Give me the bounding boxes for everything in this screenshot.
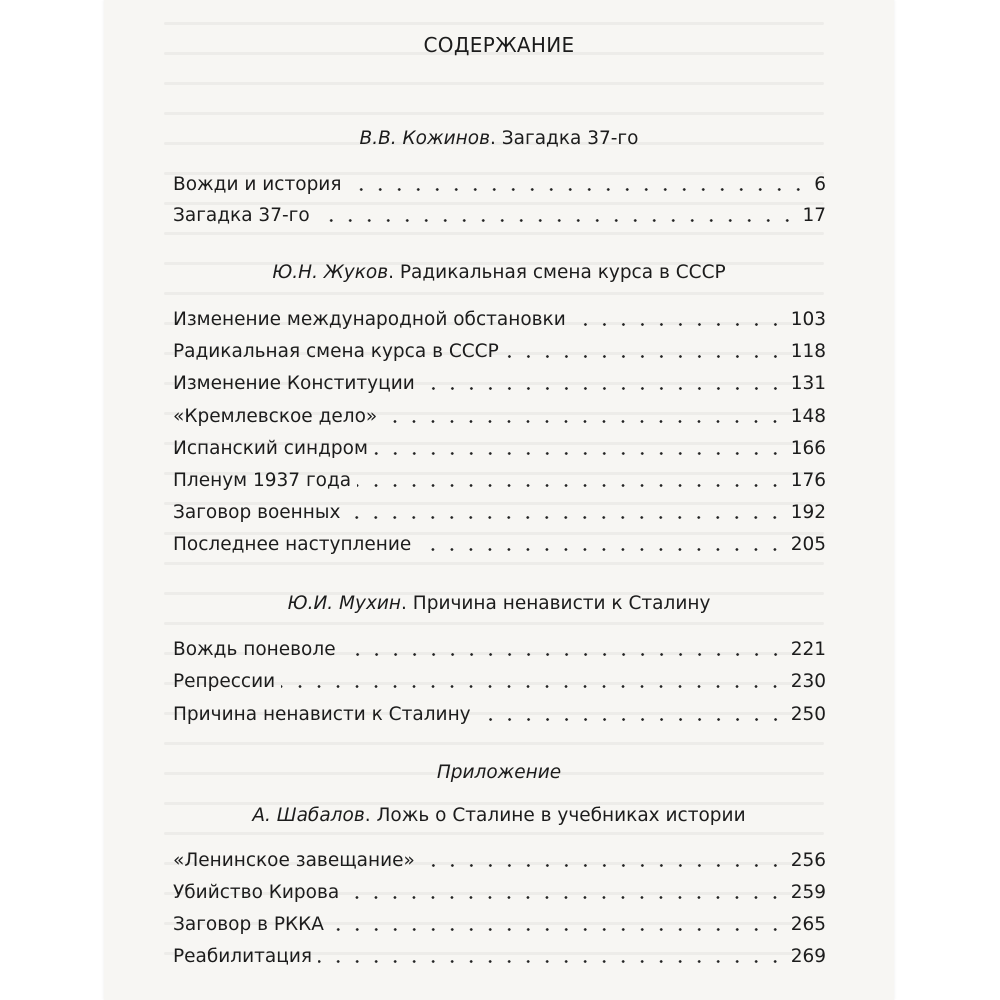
entry-title: Испанский синдром	[173, 438, 368, 459]
entry-page: 192	[790, 502, 826, 523]
toc-entry	[173, 637, 826, 663]
toc-heading: СОДЕРЖАНИЕ	[423, 33, 575, 57]
entry-page: 118	[790, 341, 826, 362]
toc-entry	[173, 944, 826, 970]
section-author: В.В. Кожинов	[359, 128, 491, 149]
section-header-zhukov	[104, 262, 894, 283]
dot-leader	[345, 896, 784, 899]
entry-page: 256	[790, 850, 826, 871]
toc-entry	[173, 500, 826, 526]
toc-entry	[173, 172, 826, 198]
entry-page: 230	[790, 671, 826, 692]
dot-leader	[342, 653, 785, 656]
section-title: . Причина ненависти к Сталину	[401, 593, 711, 614]
entry-title: «Ленинское завещание»	[173, 850, 415, 871]
section-header-mukhin	[104, 593, 894, 614]
section-header-shabalov	[104, 805, 894, 826]
toc-entry	[173, 339, 826, 365]
toc-entry	[173, 702, 826, 728]
entry-page: 259	[790, 882, 826, 903]
section-author: А. Шабалов	[252, 805, 365, 826]
toc-entry	[173, 436, 826, 462]
entry-page: 6	[814, 174, 826, 195]
dot-leader	[477, 718, 785, 721]
entry-page: 269	[790, 946, 826, 967]
toc-entry	[173, 371, 826, 397]
entry-page: 166	[790, 438, 826, 459]
entry-title: Вожди и история	[173, 174, 342, 195]
appendix-label: Приложение	[436, 762, 562, 783]
toc-entry	[173, 307, 826, 333]
entry-title: Убийство Кирова	[173, 882, 340, 903]
toc-entry	[173, 912, 826, 938]
entry-title: Изменение международной обстановки	[173, 309, 566, 330]
entry-page: 103	[790, 309, 826, 330]
section-title: . Ложь о Сталине в учебниках истории	[364, 805, 746, 826]
dot-leader	[572, 323, 785, 326]
entry-page: 205	[790, 534, 826, 555]
section-author: Ю.И. Мухин	[287, 593, 402, 614]
toc-entry	[173, 532, 826, 558]
dot-leader	[316, 219, 797, 222]
entry-title: Причина ненависти к Сталину	[173, 704, 471, 725]
toc-entry	[173, 203, 826, 229]
dot-leader	[421, 864, 785, 867]
entry-page: 250	[790, 704, 826, 725]
entry-title: Последнее наступление	[173, 534, 412, 555]
toc-entry	[173, 669, 826, 695]
entry-page: 131	[790, 373, 826, 394]
entry-title: Репрессии	[173, 671, 276, 692]
entry-page: 221	[790, 639, 826, 660]
table-of-contents	[104, 0, 894, 1000]
entry-page: 17	[802, 205, 826, 226]
section-title: . Загадка 37-го	[490, 128, 639, 149]
entry-title: Изменение Конституции	[173, 373, 415, 394]
entry-title: Пленум 1937 года	[173, 470, 352, 491]
entry-page: 148	[790, 406, 826, 427]
toc-entry	[173, 848, 826, 874]
dot-leader	[383, 420, 784, 423]
dot-leader	[421, 387, 785, 390]
entry-page: 265	[790, 914, 826, 935]
entry-title: Загадка 37-го	[173, 205, 310, 226]
dot-leader	[346, 516, 784, 519]
dot-leader	[505, 355, 785, 358]
toc-entry	[173, 880, 826, 906]
dot-leader	[318, 960, 785, 963]
entry-page: 176	[790, 470, 826, 491]
book-page	[104, 0, 894, 1000]
section-header-kozhinov	[104, 128, 894, 149]
section-author: Ю.Н. Жуков	[272, 262, 389, 283]
entry-title: Радикальная смена курса в СССР	[173, 341, 499, 362]
entry-title: Заговор в РККА	[173, 914, 324, 935]
dot-leader	[417, 548, 784, 551]
section-title: . Радикальная смена курса в СССР	[388, 262, 726, 283]
toc-entry	[173, 468, 826, 494]
dot-leader	[330, 928, 785, 931]
dot-leader	[357, 484, 785, 487]
dot-leader	[347, 188, 808, 191]
entry-title: Вождь поневоле	[173, 639, 336, 660]
dot-leader	[281, 685, 785, 688]
dot-leader	[374, 452, 785, 455]
entry-title: Заговор военных	[173, 502, 341, 523]
entry-title: «Кремлевское дело»	[173, 406, 378, 427]
toc-entry	[173, 404, 826, 430]
entry-title: Реабилитация	[173, 946, 313, 967]
